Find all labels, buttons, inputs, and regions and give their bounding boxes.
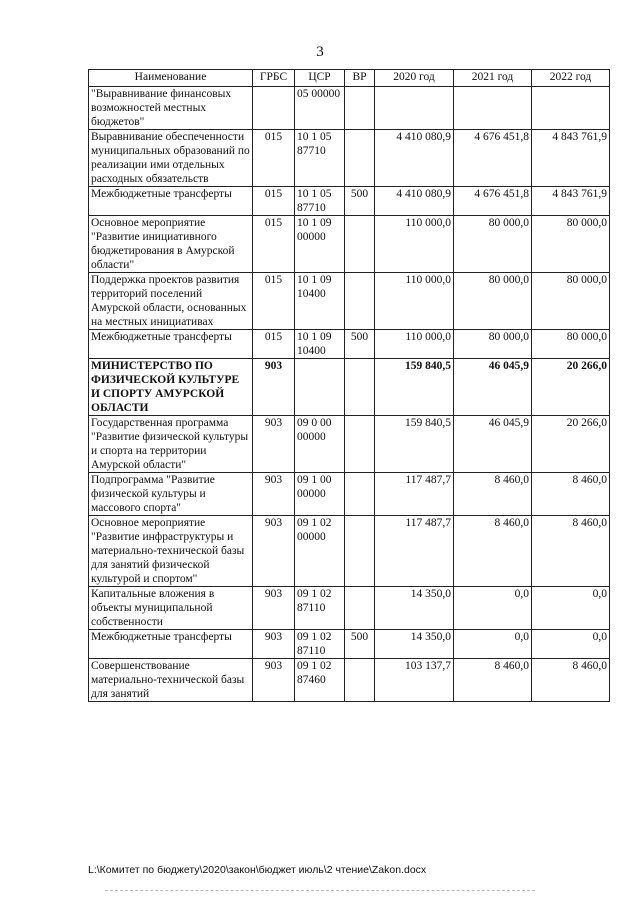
cell-csr	[295, 359, 345, 416]
cell-2021: 4 676 451,8	[454, 187, 532, 216]
cell-name: Основное мероприятие "Развитие инициативного бюджетирования в Амурской области"	[89, 216, 253, 273]
table-row	[89, 516, 610, 587]
cell-csr: 09 1 02 87460	[295, 659, 345, 702]
header-csr: ЦСР	[295, 70, 345, 87]
cell-csr: 09 1 02 00000	[295, 516, 345, 587]
table-row	[89, 587, 610, 630]
cell-grbs: 903	[253, 473, 295, 516]
cell-2022: 0,0	[532, 630, 610, 659]
cell-csr: 09 0 00 00000	[295, 416, 345, 473]
cell-grbs: 903	[253, 416, 295, 473]
cell-grbs: 903	[253, 516, 295, 587]
header-grbs: ГРБС	[253, 70, 295, 87]
cell-csr: 09 1 02 87110	[295, 587, 345, 630]
cell-name: "Выравнивание финансовых возможностей местных бюджетов"	[89, 87, 253, 130]
table-row	[89, 216, 610, 273]
cell-name: Капитальные вложения в объекты муниципальной собственности	[89, 587, 253, 630]
cell-name: Государственная программа "Развитие физической культуры и спорта на территории Амурской области"	[89, 416, 253, 473]
cell-2022	[532, 87, 610, 130]
cell-vr: 500	[345, 187, 375, 216]
footer-divider	[105, 890, 535, 892]
cell-name: Межбюджетные трансферты	[89, 630, 253, 659]
cell-2021: 8 460,0	[454, 473, 532, 516]
cell-2020: 14 350,0	[375, 587, 454, 630]
cell-vr: 500	[345, 630, 375, 659]
cell-csr: 10 1 05 87710	[295, 187, 345, 216]
cell-name: Подпрограмма "Развитие физической культуры и массового спорта"	[89, 473, 253, 516]
table-header-row	[89, 70, 610, 87]
cell-2020	[375, 87, 454, 130]
cell-vr	[345, 216, 375, 273]
cell-vr	[345, 273, 375, 330]
table-row	[89, 473, 610, 516]
cell-grbs: 015	[253, 273, 295, 330]
cell-vr	[345, 659, 375, 702]
table-row	[89, 359, 610, 416]
cell-csr: 10 1 09 00000	[295, 216, 345, 273]
cell-name: Совершенствование материально-технической базы для занятий	[89, 659, 253, 702]
budget-table	[88, 69, 610, 702]
cell-2022: 80 000,0	[532, 216, 610, 273]
table-row	[89, 87, 610, 130]
header-vr: ВР	[345, 70, 375, 87]
cell-grbs: 903	[253, 630, 295, 659]
cell-2022: 4 843 761,9	[532, 130, 610, 187]
cell-2020: 110 000,0	[375, 273, 454, 330]
cell-2020: 159 840,5	[375, 359, 454, 416]
cell-vr	[345, 473, 375, 516]
cell-2020: 14 350,0	[375, 630, 454, 659]
cell-vr	[345, 359, 375, 416]
cell-grbs: 015	[253, 130, 295, 187]
cell-vr	[345, 416, 375, 473]
cell-2020: 117 487,7	[375, 473, 454, 516]
cell-name: МИНИСТЕРСТВО ПО ФИЗИЧЕСКОЙ КУЛЬТУРЕ И СПОРТУ АМУРСКОЙ ОБЛАСТИ	[89, 359, 253, 416]
cell-2021: 80 000,0	[454, 273, 532, 330]
cell-2021	[454, 87, 532, 130]
cell-2022: 8 460,0	[532, 659, 610, 702]
cell-name: Выравнивание обеспеченности муниципальных образований по реализации ими отдельных расходных обязательств	[89, 130, 253, 187]
cell-2020: 110 000,0	[375, 216, 454, 273]
cell-grbs: 015	[253, 187, 295, 216]
cell-name: Межбюджетные трансферты	[89, 330, 253, 359]
cell-name: Межбюджетные трансферты	[89, 187, 253, 216]
header-name: Наименование	[89, 70, 253, 87]
cell-2022: 80 000,0	[532, 273, 610, 330]
cell-2021: 0,0	[454, 587, 532, 630]
cell-csr: 10 1 09 10400	[295, 273, 345, 330]
table-row	[89, 659, 610, 702]
cell-2020: 159 840,5	[375, 416, 454, 473]
cell-grbs: 903	[253, 659, 295, 702]
cell-2021: 46 045,9	[454, 416, 532, 473]
cell-csr: 09 1 02 87110	[295, 630, 345, 659]
table-row	[89, 187, 610, 216]
cell-csr: 10 1 05 87710	[295, 130, 345, 187]
table-row	[89, 416, 610, 473]
cell-2021: 8 460,0	[454, 659, 532, 702]
table-row	[89, 630, 610, 659]
cell-csr: 05 00000	[295, 87, 345, 130]
cell-2021: 46 045,9	[454, 359, 532, 416]
cell-vr	[345, 130, 375, 187]
cell-2022: 20 266,0	[532, 359, 610, 416]
footer-file-path: L:\Комитет по бюджету\2020\закон\бюджет июль\2 чтение\Zakon.docx	[88, 864, 427, 876]
cell-csr: 09 1 00 00000	[295, 473, 345, 516]
cell-grbs: 015	[253, 216, 295, 273]
cell-csr: 10 1 09 10400	[295, 330, 345, 359]
cell-2021: 80 000,0	[454, 216, 532, 273]
cell-2020: 103 137,7	[375, 659, 454, 702]
cell-2022: 20 266,0	[532, 416, 610, 473]
cell-2022: 4 843 761,9	[532, 187, 610, 216]
cell-2021: 8 460,0	[454, 516, 532, 587]
cell-grbs: 903	[253, 359, 295, 416]
cell-vr	[345, 587, 375, 630]
cell-2022: 8 460,0	[532, 516, 610, 587]
cell-grbs: 903	[253, 587, 295, 630]
cell-vr	[345, 516, 375, 587]
cell-2022: 0,0	[532, 587, 610, 630]
cell-2020: 4 410 080,9	[375, 187, 454, 216]
cell-2022: 8 460,0	[532, 473, 610, 516]
header-2020: 2020 год	[375, 70, 454, 87]
cell-grbs	[253, 87, 295, 130]
cell-grbs: 015	[253, 330, 295, 359]
table-body	[89, 87, 610, 702]
cell-2021: 4 676 451,8	[454, 130, 532, 187]
table-row	[89, 130, 610, 187]
cell-2020: 4 410 080,9	[375, 130, 454, 187]
cell-vr	[345, 87, 375, 130]
cell-2020: 110 000,0	[375, 330, 454, 359]
cell-2020: 117 487,7	[375, 516, 454, 587]
cell-vr: 500	[345, 330, 375, 359]
cell-2021: 80 000,0	[454, 330, 532, 359]
cell-name: Основное мероприятие "Развитие инфраструктуры и материально-технической базы для занятий физической культурой и спортом"	[89, 516, 253, 587]
header-2021: 2021 год	[454, 70, 532, 87]
header-2022: 2022 год	[532, 70, 610, 87]
cell-2022: 80 000,0	[532, 330, 610, 359]
table-row	[89, 273, 610, 330]
cell-name: Поддержка проектов развития территорий поселений Амурской области, основанных на местных инициативах	[89, 273, 253, 330]
cell-2021: 0,0	[454, 630, 532, 659]
table-row	[89, 330, 610, 359]
page-number: 3	[316, 44, 324, 60]
